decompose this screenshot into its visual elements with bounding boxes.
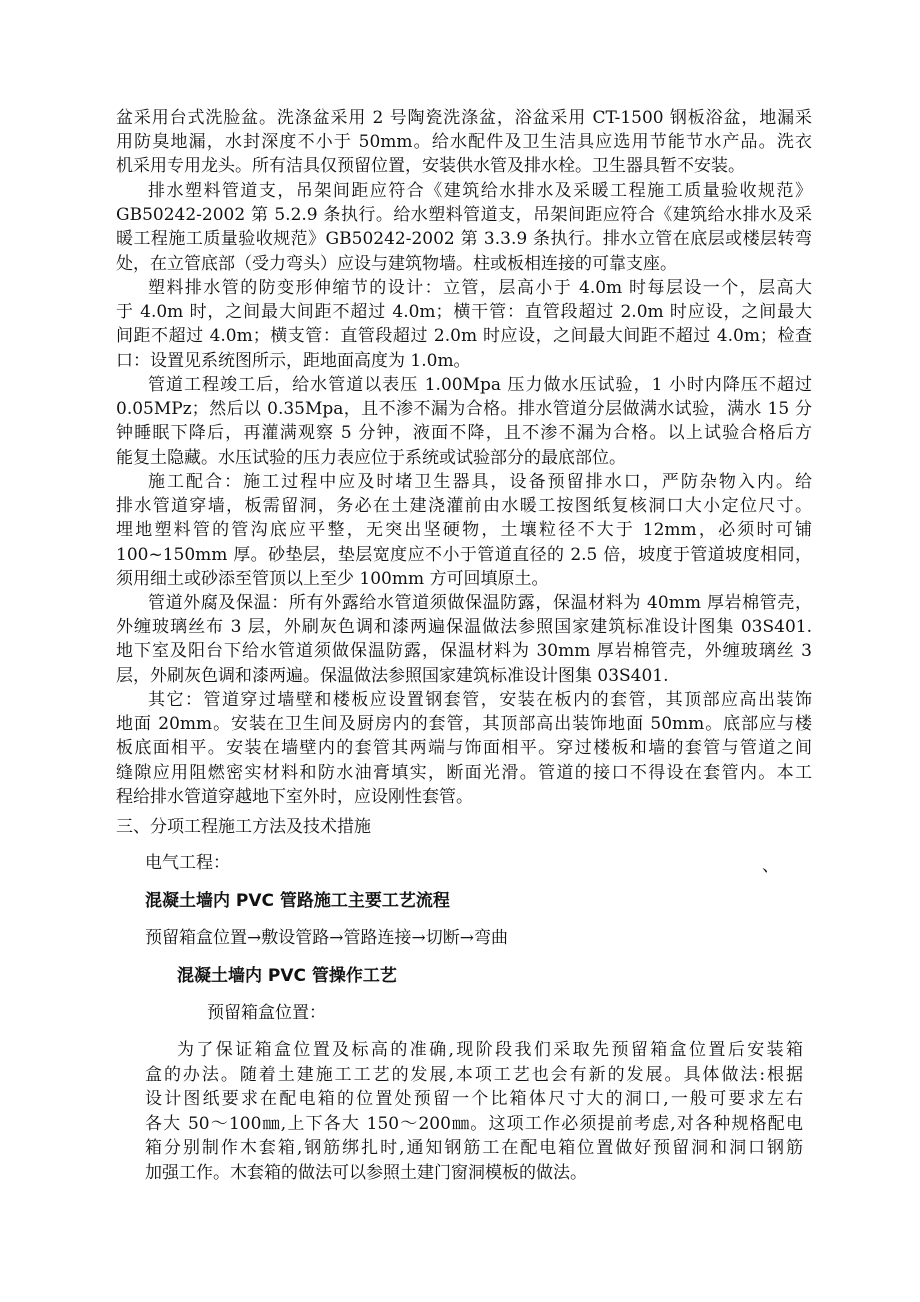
text-line: 暖工程施工质量验收规范》GB50242-2002 第 3.3.9 条执行。排水立管在底层或楼层转弯 — [116, 229, 812, 250]
text-line: GB50242-2002 第 5.2.9 条执行。给水塑料管道支，吊架间距应符合《建筑给水排水及采 — [116, 205, 812, 226]
text-line: 管道外腐及保温：所有外露给水管道须做保温防露，保温材料为 40mm 厚岩棉管壳， — [148, 593, 812, 613]
heading-operation-process: 混凝土墙内 PVC 管操作工艺 — [177, 966, 397, 986]
text-line: 机采用专用龙头。所有洁具仅预留位置，安装供水管及排水栓。卫生器具暂不安装。 — [116, 156, 745, 177]
text-line: 100~150mm 厚。砂垫层，垫层宽度应不小于管道直径的 2.5 倍，坡度于管道坡度相同， — [116, 544, 812, 565]
subheading-reserve-box: 预留箱盒位置： — [207, 1003, 326, 1023]
text-line: 管道工程竣工后，给水管道以表压 1.00Mpa 压力做水压试验，1 小时内降压不超过 — [148, 375, 812, 395]
paragraph-construction-coordination — [116, 470, 812, 591]
text-line: 为了保证箱盒位置及标高的准确,现阶段我们采取先预留箱盒位置后安装箱 — [177, 1040, 803, 1060]
paragraph-expansion-joints — [116, 276, 812, 373]
paragraph-pipe-supports — [116, 179, 812, 276]
text-line: 加强工作。木套箱的做法可以参照土建门窗洞模板的做法。 — [145, 1162, 587, 1183]
text-line: 层，外刷灰色调和漆两遍。保温做法参照国家建筑标准设计图集 03S401. — [116, 665, 669, 686]
text-line: 板底面相平。安装在墙壁内的套管其两端与饰面相平。穿过楼板和墙的套管与管道之间 — [116, 738, 812, 759]
paragraph-fixtures — [116, 106, 812, 179]
text-line: 各大 50～100㎜,上下各大 150～200㎜。这项工作必须提前考虑,对各种规格配电 — [145, 1113, 803, 1134]
text-line: 间距不超过 4.0m；横支管：直管段超过 2.0m 时应设，之间最大间距不超过 4.0m；检查 — [116, 326, 812, 347]
text-line: 处，在立管底部（受力弯头）应设与建筑物墙。柱或板相连接的可靠支座。 — [116, 253, 677, 274]
text-line: 程给排水管道穿越地下室外时，应设刚性套管。 — [116, 786, 473, 807]
text-line: 盆采用台式洗脸盆。洗涤盆采用 2 号陶瓷洗涤盆，浴盆采用 CT-1500 钢板浴盆，地漏采 — [116, 108, 812, 128]
section-title: 三、分项工程施工方法及技术措施 — [116, 817, 371, 837]
text-line: 钟睡眠下降后，再灌满观察 5 分钟，液面不降，且不渗不漏为合格。以上试验合格后方 — [116, 423, 812, 444]
text-line: 于 4.0m 时，之间最大间距不超过 4.0m；横干管：直管段超过 2.0m 时应设，之间最大 — [116, 302, 812, 323]
text-line: 施工配合：施工过程中应及时堵卫生器具，设备预留排水口，严防杂物入内。给 — [148, 472, 812, 492]
text-line: 埋地塑料管的管沟底应平整，无突出坚硬物，土壤粒径不大于 12mm，必须时可铺 — [116, 520, 812, 541]
text-line: 盒的办法。随着土建施工工艺的发展,本项工艺也会有新的发展。具体做法:根据 — [145, 1064, 803, 1085]
text-line: 箱分别制作木套箱,钢筋绑扎时,通知钢筋工在配电箱位置做好预留洞和洞口钢筋 — [145, 1138, 803, 1159]
heading-process-flow: 混凝土墙内 PVC 管路施工主要工艺流程 — [145, 891, 450, 911]
process-flow: 预留箱盒位置→敷设管路→管路连接→切断→弯曲 — [145, 928, 508, 948]
text-line: 0.05MPz；然后以 0.35Mpa，且不渗不漏为合格。排水管道分层做满水试验，满水 15 分 — [116, 399, 812, 420]
text-line: 缝隙应用阻燃密实材料和防水油膏填实，断面光滑。管道的接口不得设在套管内。本工 — [116, 762, 812, 783]
text-line: 须用细土或砂添至管顶以上至少 100mm 方可回填原土。 — [116, 568, 549, 589]
paragraph-box-reservation — [145, 1038, 803, 1186]
text-line: 地下室及阳台下给水管道须做保温防露，保温材料为 30mm 厚岩棉管壳，外缠玻璃丝 3 — [116, 641, 812, 662]
text-line: 排水管道穿墙，板需留洞，务必在土建浇灌前由水暖工按图纸复核洞口大小定位尺寸。 — [116, 496, 812, 517]
text-line: 用防臭地漏，水封深度不小于 50mm。给水配件及卫生洁具应选用节能节水产品。洗衣 — [116, 132, 812, 153]
paragraph-insulation — [116, 591, 812, 688]
text-line: 排水塑料管道支，吊架间距应符合《建筑给水排水及采暖工程施工质量验收规范》 — [148, 181, 812, 201]
text-line: 其它：管道穿过墙壁和楼板应设置钢套管，安装在板内的套管，其顶部应高出装饰 — [148, 690, 812, 710]
stray-mark: 、 — [762, 856, 779, 876]
text-line: 外缠玻璃丝布 3 层，外刷灰色调和漆两遍保温做法参照国家建筑标准设计图集 03S401. — [116, 617, 812, 638]
text-line: 能复土隐藏。水压试验的压力表应位于系统或试验部分的最底部位。 — [116, 447, 626, 468]
text-line: 口：设置见系统图所示，距地面高度为 1.0m。 — [116, 350, 471, 371]
text-line: 地面 20mm。安装在卫生间及厨房内的套管，其顶部高出装饰地面 50mm。底部应与楼 — [116, 714, 812, 735]
paragraph-pressure-test — [116, 373, 812, 470]
paragraph-other — [116, 688, 812, 809]
electrical-label: 电气工程： — [145, 853, 230, 873]
text-line: 塑料排水管的防变形伸缩节的设计：立管，层高小于 4.0m 时每层设一个，层高大 — [148, 278, 812, 298]
text-line: 设计图纸要求在配电箱的位置处预留一个比箱体尺寸大的洞口,一般可要求左右 — [145, 1089, 803, 1110]
